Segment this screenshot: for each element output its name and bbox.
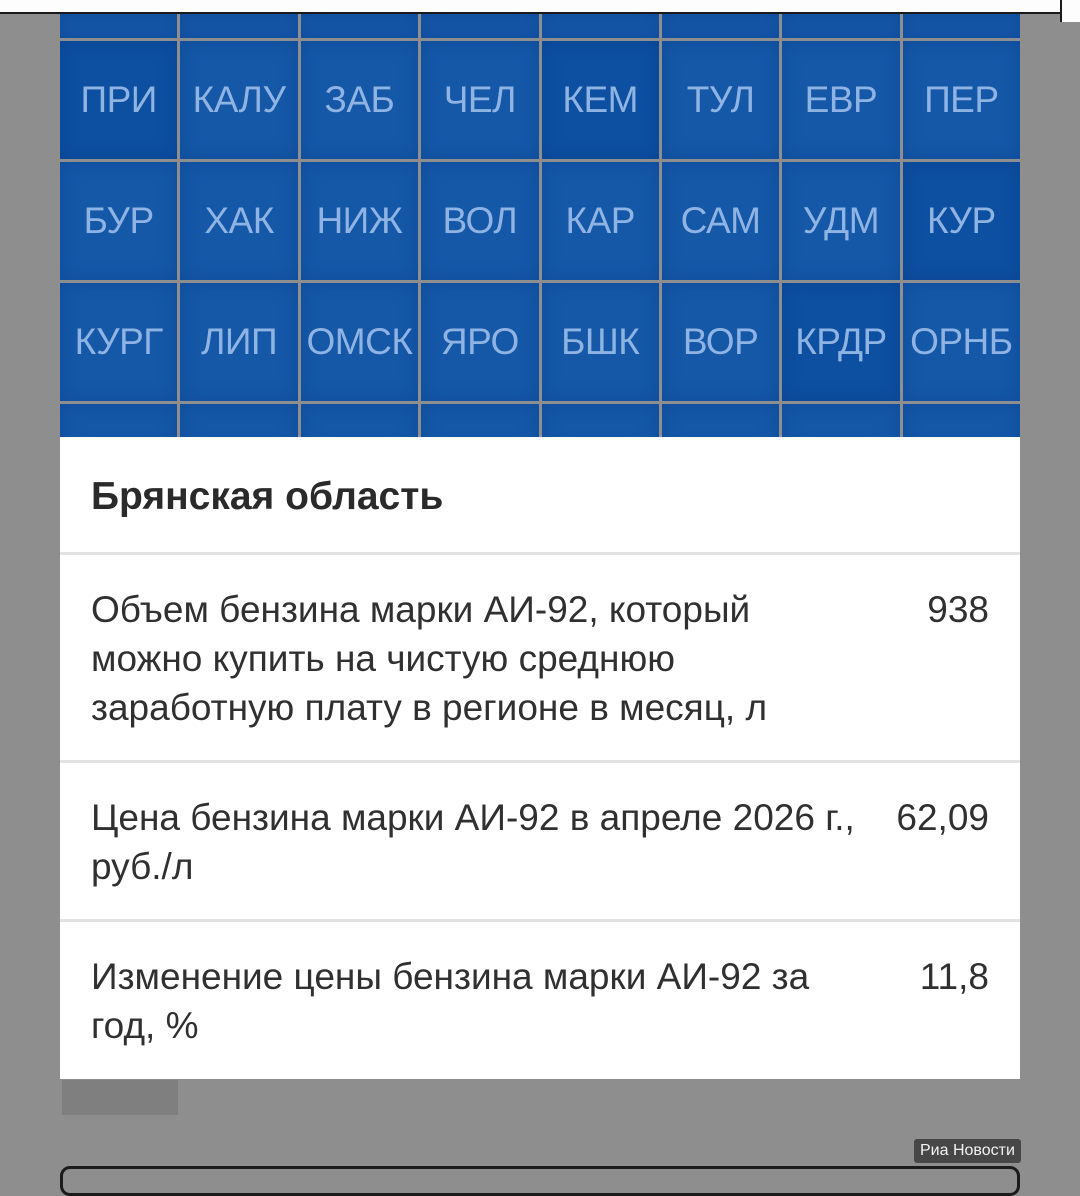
region-title: Брянская область [60, 437, 1020, 555]
region-tile-partial[interactable] [180, 14, 297, 38]
region-tile-omsk[interactable]: ОМСК [301, 283, 418, 401]
info-row-label: Объем бензина марки АИ-92, который можно купить на чистую среднюю заработную плату в регионе в месяц, л [91, 589, 768, 728]
bottom-frame [60, 1166, 1020, 1196]
top-frame-corner [1060, 0, 1080, 22]
region-tile-partial[interactable] [662, 14, 779, 38]
info-row-value: 11,8 [919, 956, 989, 997]
region-tile-chel[interactable]: ЧЕЛ [421, 41, 538, 159]
region-tile-partial[interactable] [301, 14, 418, 38]
info-row-value: 938 [927, 589, 989, 630]
region-tile-partial[interactable] [421, 14, 538, 38]
region-tile-bur[interactable]: БУР [60, 162, 177, 280]
region-tile-ornb[interactable]: ОРНБ [903, 283, 1020, 401]
region-tile-udm[interactable]: УДМ [782, 162, 899, 280]
region-info-popup [60, 437, 1020, 1079]
region-tile-krdr[interactable]: КРДР [782, 283, 899, 401]
region-tile-kar[interactable]: КАР [542, 162, 659, 280]
region-tile-nizh[interactable]: НИЖ [301, 162, 418, 280]
region-tile-kalu[interactable]: КАЛУ [180, 41, 297, 159]
background-gray-block [62, 1080, 178, 1115]
region-tile-hak[interactable]: ХАК [180, 162, 297, 280]
region-tile-lip[interactable]: ЛИП [180, 283, 297, 401]
info-row-fuel-price [60, 763, 1020, 922]
region-tile-partial[interactable] [60, 14, 177, 38]
region-tile-kur[interactable]: КУР [903, 162, 1020, 280]
info-row-fuel-volume [60, 555, 1020, 763]
region-tile-zab[interactable]: ЗАБ [301, 41, 418, 159]
region-tile-kem[interactable]: КЕМ [542, 41, 659, 159]
top-frame-line [0, 0, 1080, 14]
info-row-value: 62,09 [896, 797, 989, 838]
info-row-label: Изменение цены бензина марки АИ-92 за год, % [91, 956, 810, 1046]
region-tile-kurg[interactable]: КУРГ [60, 283, 177, 401]
region-tile-partial[interactable] [903, 14, 1020, 38]
region-tile-grid [60, 14, 1020, 438]
region-tile-partial[interactable] [542, 14, 659, 38]
region-tile-pri[interactable]: ПРИ [60, 41, 177, 159]
region-tile-vor[interactable]: ВОР [662, 283, 779, 401]
region-tile-per[interactable]: ПЕР [903, 41, 1020, 159]
region-tile-partial[interactable] [782, 14, 899, 38]
region-tile-evr[interactable]: ЕВР [782, 41, 899, 159]
source-watermark: Риа Новости [914, 1139, 1021, 1163]
region-tile-yaro[interactable]: ЯРО [421, 283, 538, 401]
region-tile-vol[interactable]: ВОЛ [421, 162, 538, 280]
info-row-label: Цена бензина марки АИ-92 в апреле 2026 г., руб./л [91, 797, 855, 887]
region-tile-bshk[interactable]: БШК [542, 283, 659, 401]
info-row-price-change [60, 922, 1020, 1077]
region-tile-tul[interactable]: ТУЛ [662, 41, 779, 159]
region-tile-sam[interactable]: САМ [662, 162, 779, 280]
